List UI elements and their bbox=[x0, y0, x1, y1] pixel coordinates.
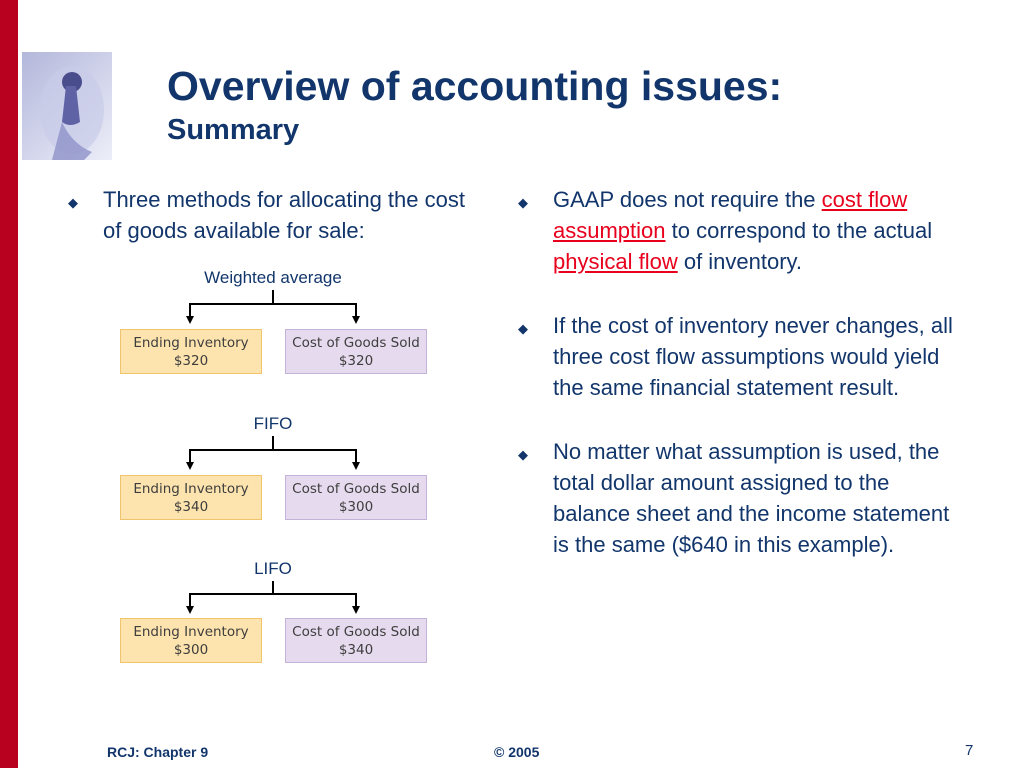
diamond-bullet-icon: ◆ bbox=[518, 447, 528, 462]
keyhole-icon bbox=[22, 52, 112, 160]
method-label-fifo: FIFO bbox=[253, 414, 293, 433]
ending-inventory-box-weighted-average bbox=[120, 329, 262, 374]
box-value: $300 bbox=[173, 642, 209, 658]
method-label-lifo: LIFO bbox=[254, 559, 292, 578]
box-label: Ending Inventory bbox=[133, 335, 249, 351]
bullet-item bbox=[65, 184, 485, 246]
diamond-bullet-icon: ◆ bbox=[518, 321, 528, 336]
box-label: Cost of Goods Sold bbox=[292, 481, 420, 497]
cogs-box-lifo bbox=[285, 618, 427, 663]
box-label: Ending Inventory bbox=[133, 481, 249, 497]
box-label: Ending Inventory bbox=[133, 624, 249, 640]
keyhole-image bbox=[22, 52, 112, 160]
slide-title: Overview of accounting issues: bbox=[167, 63, 783, 109]
bullet-item-cost-never-changes bbox=[515, 310, 955, 403]
left-accent-bar bbox=[0, 0, 18, 768]
bullet-item-gaap bbox=[515, 184, 955, 277]
method-label-weighted-average: Weighted average bbox=[204, 268, 342, 287]
ending-inventory-box-lifo bbox=[120, 618, 262, 663]
bullet-item-total-dollar-amount bbox=[515, 436, 955, 560]
bullet-text-part: GAAP does not require the bbox=[553, 187, 822, 212]
ending-inventory-box-fifo bbox=[120, 475, 262, 520]
bullet-text-part: to correspond to the actual bbox=[665, 218, 933, 243]
box-value: $320 bbox=[338, 353, 374, 369]
bullet-text: If the cost of inventory never changes, all three cost flow assumptions would yield the same financial statement result. bbox=[553, 313, 953, 400]
cost-flow-assumption-link[interactable]: cost flow assumption bbox=[553, 187, 908, 243]
box-value: $300 bbox=[338, 499, 374, 515]
connector-weighted-average bbox=[190, 290, 356, 320]
box-label: Cost of Goods Sold bbox=[292, 335, 420, 351]
diamond-bullet-icon: ◆ bbox=[68, 195, 78, 210]
cogs-box-fifo bbox=[285, 475, 427, 520]
bullet-text-part: of inventory. bbox=[677, 249, 803, 274]
bullet-text: No matter what assumption is used, the total dollar amount assigned to the balance sheet and the income statement is the same ($640 in this example). bbox=[553, 439, 950, 557]
slide-subtitle: Summary bbox=[167, 114, 300, 146]
box-value: $340 bbox=[338, 642, 374, 658]
right-bullet-list bbox=[515, 184, 955, 593]
footer-copyright: © 2005 bbox=[494, 744, 540, 760]
box-value: $320 bbox=[173, 353, 209, 369]
page-number: 7 bbox=[965, 742, 974, 759]
bullet-text: Three methods for allocating the cost of goods available for sale: bbox=[103, 187, 465, 243]
physical-flow-link[interactable]: physical flow bbox=[553, 249, 678, 274]
diamond-bullet-icon: ◆ bbox=[518, 195, 528, 210]
left-bullet-list bbox=[65, 184, 485, 246]
connector-lifo bbox=[190, 581, 356, 610]
box-value: $340 bbox=[173, 499, 209, 515]
footer-chapter: RCJ: Chapter 9 bbox=[107, 744, 209, 760]
box-label: Cost of Goods Sold bbox=[292, 624, 420, 640]
cogs-box-weighted-average bbox=[285, 329, 427, 374]
connector-fifo bbox=[190, 436, 356, 466]
